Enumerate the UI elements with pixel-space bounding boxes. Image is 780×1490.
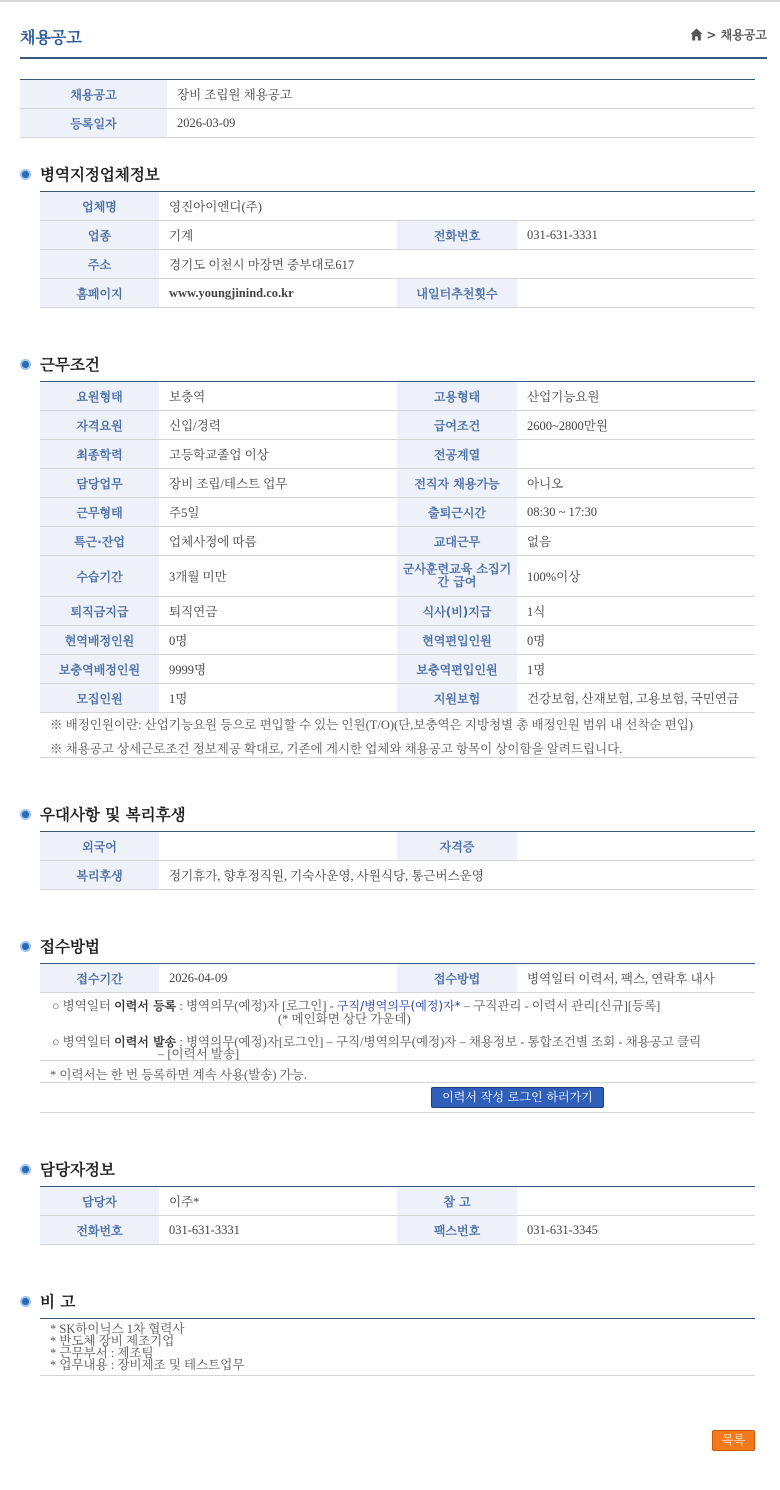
remarks-box [40,1318,755,1376]
phone-label: 전화번호 [397,221,517,250]
section-bullet-icon [20,1164,31,1175]
work-label: 최종학력 [40,440,159,469]
work-note-1: ※ 배정인원이란: 산업기능요원 등으로 편입할 수 있는 인원(T/O)(단,보충역은 지방청별 총 배정인원 범위 내 선착순 편입) [50,718,694,732]
work-row [40,411,755,440]
step2-prefix: ○ 병역일터 [52,1035,115,1049]
section-work [20,353,100,375]
welfare-label: 복리후생 [40,861,159,890]
work-value: 9999명 [159,655,397,684]
work-label: 전직자 채용가능 [397,469,517,498]
section-contact [20,1158,115,1180]
benefits-table [40,831,755,890]
section-title: 담당자정보 [40,1161,115,1179]
remark-line: * SK하이닉스 1차 협력사 [50,1322,185,1336]
work-value [517,440,755,469]
contact-ref [517,1187,755,1216]
posting-table [20,79,755,138]
step1-bold: 이력서 등록 [114,999,177,1013]
industry: 기계 [159,221,397,250]
phone: 031-631-3331 [517,221,755,250]
work-label: 출퇴근시간 [397,498,517,527]
work-row [40,626,755,655]
work-label: 급여조건 [397,411,517,440]
language-label: 외국어 [40,832,159,861]
work-label: 보충역편입인원 [397,655,517,684]
contact-person: 이주* [159,1187,397,1216]
language-value [159,832,397,861]
work-label: 요원형태 [40,382,159,411]
breadcrumb [690,26,767,43]
certificate-label: 자격증 [397,832,517,861]
work-label: 현역편입인원 [397,626,517,655]
work-label: 담당업무 [40,469,159,498]
work-value: 1식 [517,597,755,626]
work-label: 교대근무 [397,527,517,556]
address-label: 주소 [40,250,159,279]
work-row [40,556,755,597]
work-value: 1명 [517,655,755,684]
apply-period-label: 접수기간 [40,964,159,993]
work-row [40,440,755,469]
work-label: 모집인원 [40,684,159,713]
work-value: 0명 [517,626,755,655]
section-company [20,163,160,185]
section-bullet-icon [20,169,31,180]
step2-text-a: : 병역의무(예정)자[로그인] – 구직/병역의무(예정)자 – 채용정보 - 통합조건별 조회 - 채용공고 클릭 [176,1035,702,1049]
work-value: 100%이상 [517,556,755,597]
work-label: 특근·잔업 [40,527,159,556]
breadcrumb-current[interactable]: > 채용공고 [706,28,767,42]
apply-step-2 [52,1032,701,1050]
work-label: 현역배정인원 [40,626,159,655]
step1-link[interactable]: 구직/병역의무(예정)자* [336,999,461,1013]
apply-period: 2026-04-09 [159,964,397,993]
contact-table [40,1186,755,1245]
work-row [40,597,755,626]
company-table [40,191,755,308]
work-value: 3개월 미만 [159,556,397,597]
page-title: 채용공고 [20,28,82,47]
welfare-value: 정기휴가, 향후정직원, 기숙사운영, 사원식당, 통근버스운영 [159,861,755,890]
work-value: 보충역 [159,382,397,411]
list-button[interactable]: 목록 [712,1430,755,1451]
step1-text-a: : 병역의무(예정)자 [로그인] - [176,999,337,1013]
remark-line: * 근무부서 : 제조팀 [50,1346,154,1360]
work-note-2: ※ 채용공고 상세근로조건 정보제공 확대로, 기존에 게시한 업체와 채용공고 항목이 상이함을 알려드립니다. [50,742,623,756]
apply-step-2-cont: – [이력서 발송] [158,1047,240,1061]
section-bullet-icon [20,941,31,952]
apply-step-1-note: (* 메인화면 상단 가운데) [278,1012,411,1026]
section-title: 우대사항 및 복리후생 [40,806,186,824]
work-label: 식사(비)지급 [397,597,517,626]
work-row [40,655,755,684]
work-row [40,684,755,713]
section-bullet-icon [20,359,31,370]
recommend-value [517,279,755,308]
work-value: 08:30 ~ 17:30 [517,498,755,527]
work-value: 장비 조립/테스트 업무 [159,469,397,498]
work-row [40,498,755,527]
recommend-label: 내일터추천횟수 [397,279,517,308]
section-benefits [20,803,186,825]
section-remarks [20,1290,75,1312]
posting-date: 2026-03-09 [167,109,755,138]
company-name-label: 업체명 [40,192,159,221]
work-value: 업체사정에 따름 [159,527,397,556]
section-title: 근무조건 [40,356,100,374]
contact-phone-label: 전화번호 [40,1216,159,1245]
contact-fax: 031-631-3345 [517,1216,755,1245]
home-icon[interactable] [690,28,703,41]
work-value: 2600~2800만원 [517,411,755,440]
contact-person-label: 담당자 [40,1187,159,1216]
step2-bold: 이력서 발송 [114,1035,177,1049]
step1-text-b: – 구직관리 - 이력서 관리[신규][등록] [460,999,661,1013]
section-title: 비 고 [40,1293,76,1311]
work-row [40,469,755,498]
company-name: 영진아이엔디(주) [159,192,755,221]
work-value: 없음 [517,527,755,556]
work-value: 1명 [159,684,397,713]
work-label: 수습기간 [40,556,159,597]
top-border [0,0,780,2]
work-label: 지원보험 [397,684,517,713]
work-value: 아니오 [517,469,755,498]
work-note-row [40,733,755,758]
work-value: 산업기능요원 [517,382,755,411]
apply-note-row [40,1061,755,1083]
contact-fax-label: 팩스번호 [397,1216,517,1245]
resume-login-button[interactable]: 이력서 작성 로그인 하러가기 [431,1087,604,1108]
work-value: 퇴직연금 [159,597,397,626]
remarks-list [50,1323,244,1371]
certificate-value [517,832,755,861]
work-label: 근무형태 [40,498,159,527]
work-label: 보충역배정인원 [40,655,159,684]
posting-title-label: 채용공고 [20,80,167,109]
section-bullet-icon [20,809,31,820]
work-label: 고용형태 [397,382,517,411]
work-label: 자격요원 [40,411,159,440]
work-value: 건강보험, 산재보험, 고용보험, 국민연금 [517,684,755,713]
apply-table [40,963,755,993]
industry-label: 업종 [40,221,159,250]
work-value: 0명 [159,626,397,655]
posting-title: 장비 조립원 채용공고 [167,80,755,109]
section-title: 접수방법 [40,938,100,956]
homepage-link[interactable]: www.youngjinind.co.kr [159,279,397,308]
posting-date-label: 등록일자 [20,109,167,138]
step1-prefix: ○ 병역일터 [52,999,115,1013]
contact-phone: 031-631-3331 [159,1216,397,1245]
work-label: 퇴직금지급 [40,597,159,626]
work-row [40,527,755,556]
contact-ref-label: 참 고 [397,1187,517,1216]
work-value: 주5일 [159,498,397,527]
section-title: 병역지정업체정보 [40,166,160,184]
remark-line: * 반도체 장비 제조기업 [50,1334,175,1348]
apply-method: 병역일터 이력서, 팩스, 연락후 내사 [517,964,755,993]
homepage-label: 홈페이지 [40,279,159,308]
work-value: 신입/경력 [159,411,397,440]
address: 경기도 이천시 마장면 중부대로617 [159,250,755,279]
section-apply [20,935,100,957]
work-label: 군사훈련교육 소집기간 급여 [397,556,517,597]
work-value: 고등학교졸업 이상 [159,440,397,469]
work-label: 전공계열 [397,440,517,469]
apply-method-label: 접수방법 [397,964,517,993]
work-row [40,382,755,411]
section-bullet-icon [20,1296,31,1307]
remark-line: * 업무내용 : 장비제조 및 테스트업무 [50,1358,245,1372]
page-header [20,22,767,59]
apply-button-row [40,1083,755,1113]
work-table [40,381,755,713]
apply-note: * 이력서는 한 번 등록하면 계속 사용(발송) 가능. [50,1068,307,1082]
